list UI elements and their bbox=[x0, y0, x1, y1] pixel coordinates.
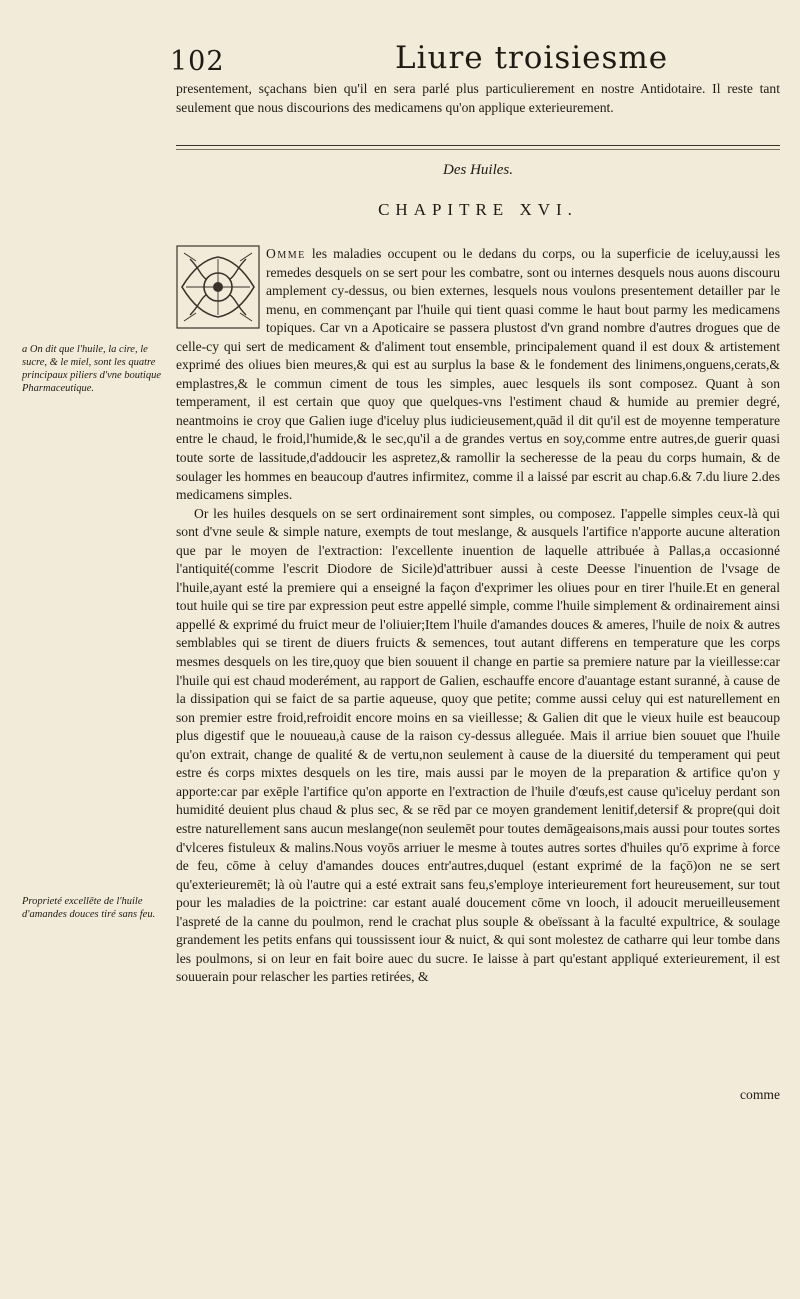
ornamental-rule bbox=[176, 145, 780, 146]
marginal-note-b: Proprieté excellēte de l'huile d'amandes douces tiré sans feu. bbox=[22, 896, 156, 920]
paragraph-1-text: les maladies occupent ou le dedans du corps, ou la superficie de iceluy,aussi les remedes desquels on se sert pour les combatre, sont ou internes desquels nous auons discouru amplement cy-dessus, ou bien externes, lesquels nous voulons presentement detailler par le menu, en commençant par l'huile qui tient quasi comme le haut bout parmy les medicamens topiques. Car vn a Apoticaire se passera plustost d'vn grand nombre d'autres drogues que de celle-cy qui sert de medicament & d'aliment tout ensemble, principalement quand il est doux & artistement exprimé des oliues bien meures,& qui est au surplus la base & le fondement des linimens,onguens,cerats,& emplastres,& le commun ciment de tous les simples, auec lesquels ils sont composez. Quant à son temperament, il est certain que quoy que quelques-vns l'estiment chaud & humide au premier degré, neantmoins ie croy que Galien iuge d'iceluy plus iudicieusement,quād il dit qu'il est de moyenne temperature entre le chaud, le froid,l'humide,& le sec,qu'il a de grandes vertus en soy,comme entre autres,de guerir quasi toute sorte de lassitude,d'addoucir les aspretez,& ramollir la secheresse de la peau du corps humain, & de soulager les hommes en beaucoup d'autres infirmitez, comme il a laissé par escrit au chap.6.& 7.du liure 2.des medicamens simples. bbox=[176, 246, 780, 503]
initial-space bbox=[176, 245, 266, 333]
first-word: Omme bbox=[266, 246, 306, 261]
body-paragraph-2: Or les huiles desquels on se sert ordinairement sont simples, ou composez. I'appelle simples ceux-là qui sont d'vne seule & simple nature, exempts de tout meslange, & ausquels l'artifice n'apporte aucune alteration que par le moyen de l'extraction: l'excellente inuention de laquelle attribuée à Pallas,a occasionné l'antiquité(comme l'escrit Diodore de Sicile)d'attribuer aussi à ceste Deesse l'inuention de l'vsage de l'huile,ayant esté la premiere qui a enseigné la façon d'exprimer les oliues pour en tirer l'huile.Et en general tout huile qui se tire par expression peut estre appellé simple, comme l'huile simplement & ordinairement ainsi appellé & exprimé du fruict meur de l'oliuier;Item l'huile d'amandes douces & ameres, l'huile de noix & autres semblables qui se tirent de diuers fruicts & semences, tout autant differens en temperature que les corps mesmes desquels on les tire,quoy que bien souuent il change en partie sa premiere nature par la vieillesse:car l'huile qui est chaud moderément, au rapport de Galien, eschauffe encore d'auantage estant suranné, à cause de la dissipation qui se faict de sa partie aqueuse, quoy que petite; comme aussi celuy qui est naturellement en son premier estre froid,refroidit encore moins en sa vieillesse; & Galien dit que le vieux huile est beaucoup plus digestif que le nouueau,à cause de la raison cy-dessus alleguée. Mais il arriue bien souuet que l'huile qu'on extrait, change de qualité & de vertu,non seulement à cause de la diuersité du temperament qui peut estre és corps mixtes desquels on les tire, mais aussi par le moyen de la preparation & artifice qu'on y apporte:car par exēple l'artifice qu'on apporte en l'extraction de l'huile d'œufs,est cause qu'iceluy perdant son humidité deuient plus chaud & plus sec, & se rēd par ce moyen grandement lenitif,detersif & propre(qui doit estre naturellement sans aucun meslange(non seulemēt pour toutes demāgeaisons,mais aussi pour toutes sortes d'vlceres fistuleux & malins.Nous voyōs arriuer le mesme à toutes autres sortes d'huiles qu'ō exprime à force de feu, cōme à celuy d'amandes douces entr'autres,duquel (estant exprimé de la façō)on ne se sert qu'exterieuremēt; là où l'autre qui a esté extrait sans feu,s'employe interieurement fort heureusement, sur tout pour les maladies de la poictrine: car estant aualé doucement cōme vn looch, il adoucit merueilleusement l'aspreté de la canne du poulmon, rend le crachat plus souple & obeïssant à la faculté expultrice, & soulage grandement les petits enfans qui toussissent iour & nuict, & qui sont molestez de catharre qui leur tombe dans les poulmons, si on leur en fait boire auec du sucre. Ie laisse à part qu'estant appliqué exterieurement, il est souuerain pour relascher les parties retirées, & bbox=[176, 505, 780, 985]
marginal-note-a: a On dit que l'huile, la cire, le sucre, & le miel, sont les quatre principaux piliers d'vne boutique Pharmaceutique. bbox=[22, 344, 162, 394]
body-paragraph-1 bbox=[176, 245, 780, 505]
ornamental-rule-thin bbox=[176, 149, 780, 150]
catchword: comme bbox=[739, 1087, 780, 1102]
section-title: Des Huiles. bbox=[443, 162, 513, 178]
intro-paragraph: presentement, sçachans bien qu'il en sera parlé plus particulierement en nostre Antidotaire. Il reste tant seulement que nous discourions des medicamens qu'on applique exterieurement. bbox=[176, 81, 780, 115]
chapter-title: CHAPITRE XVI. bbox=[378, 200, 578, 219]
chapter-body bbox=[176, 245, 780, 987]
running-title: Liure troisiesme bbox=[395, 40, 669, 76]
running-head bbox=[170, 40, 770, 80]
page-number: 102 bbox=[170, 46, 225, 77]
